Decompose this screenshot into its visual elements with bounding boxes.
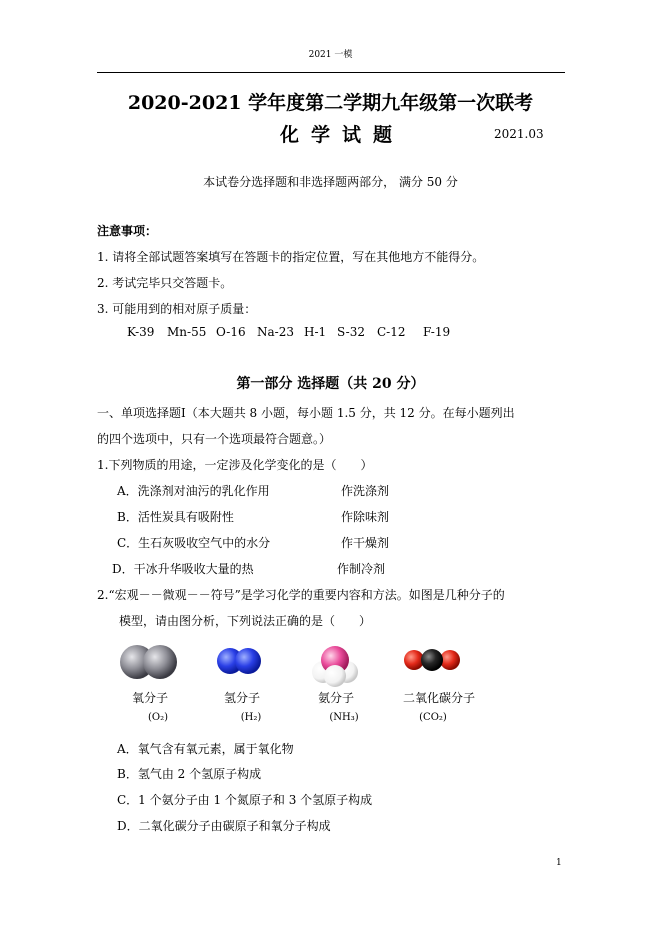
q1-option-a-use: 作洗涤剂 xyxy=(341,484,390,498)
molecule-formula-o2: (O₂) xyxy=(147,712,168,723)
hydrogen-molecule-icon xyxy=(212,643,272,679)
note-item-1: 1. 请将全部试题答案填写在答题卡的指定位置，写在其他地方不能得分。 xyxy=(97,250,485,264)
exam-intro: 本试卷分选择题和非选择题两部分， 满分 50 分 xyxy=(203,175,458,189)
atomic-mass-na: Na-23 xyxy=(257,325,294,339)
q1-stem: 1.下列物质的用途，一定涉及化学变化的是（ ） xyxy=(97,458,373,472)
atomic-mass-mn: Mn-55 xyxy=(167,325,207,339)
exam-subtitle: 化学试题 xyxy=(280,124,405,146)
q1-option-c-use: 作干燥剂 xyxy=(341,536,390,550)
molecule-name-o2: 氧分子 xyxy=(131,691,168,705)
q2-option-d: D．二氧化碳分子由碳原子和氧分子构成 xyxy=(117,819,331,833)
atomic-mass-s: S-32 xyxy=(337,325,365,339)
q2-stem-line1: 2.“宏观－－微观－－符号”是学习化学的重要内容和方法。如图是几种分子的 xyxy=(97,588,505,602)
oxygen-molecule-icon xyxy=(115,640,185,684)
notes-heading: 注意事项： xyxy=(97,224,158,238)
molecule-formula-co2: (CO₂) xyxy=(419,712,447,723)
molecule-name-co2: 二氧化碳分子 xyxy=(402,691,475,705)
note-item-2: 2. 考试完毕只交答题卡。 xyxy=(97,276,233,290)
section1-heading: 第一部分 选择题（共 20 分） xyxy=(236,376,425,392)
page-header: 2021 一模 xyxy=(308,50,353,60)
header-rule xyxy=(97,72,565,73)
molecule-name-h2: 氢分子 xyxy=(223,691,260,705)
exam-title: 2020-2021 学年度第二学期九年级第一次联考 xyxy=(127,92,534,114)
q1-option-d-use: 作制冷剂 xyxy=(337,562,386,576)
atomic-mass-h: H-1 xyxy=(304,325,327,339)
exam-date: 2021.03 xyxy=(494,127,544,141)
atomic-mass-c: C-12 xyxy=(377,325,406,339)
note-item-3: 3. 可能用到的相对原子质量： xyxy=(97,302,257,316)
atomic-mass-f: F-19 xyxy=(423,325,451,339)
q1-option-b-use: 作除味剂 xyxy=(341,510,390,524)
page-number: 1 xyxy=(556,858,562,868)
ammonia-molecule-icon xyxy=(305,638,365,690)
q1-option-a: A．洗涤剂对油污的乳化作用 xyxy=(117,484,270,498)
section1-instruction-line2: 的四个选项中，只有一个选项最符合题意。） xyxy=(97,432,332,446)
q2-option-c: C．1 个氨分子由 1 个氮原子和 3 个氢原子构成 xyxy=(117,793,373,807)
q2-option-b: B．氢气由 2 个氢原子构成 xyxy=(117,767,262,781)
q1-option-c: C．生石灰吸收空气中的水分 xyxy=(117,536,271,550)
carbon-dioxide-molecule-icon xyxy=(400,644,464,676)
q1-option-b: B．活性炭具有吸附性 xyxy=(117,510,234,524)
molecule-name-nh3: 氨分子 xyxy=(317,691,354,705)
atomic-mass-o: O-16 xyxy=(216,325,246,339)
atomic-mass-k: K-39 xyxy=(127,325,155,339)
section1-instruction-line1: 一、单项选择题Ⅰ（本大题共 8 小题，每小题 1.5 分，共 12 分。在每小题列出 xyxy=(97,406,515,420)
q2-option-a: A．氧气含有氧元素，属于氧化物 xyxy=(117,742,294,756)
q2-stem-line2: 模型，请由图分析，下列说法正确的是（ ） xyxy=(119,614,372,628)
q1-option-d: D．干冰升华吸收大量的热 xyxy=(112,562,254,576)
molecule-formula-nh3: (NH₃) xyxy=(329,712,359,723)
molecule-formula-h2: (H₂) xyxy=(240,712,262,723)
